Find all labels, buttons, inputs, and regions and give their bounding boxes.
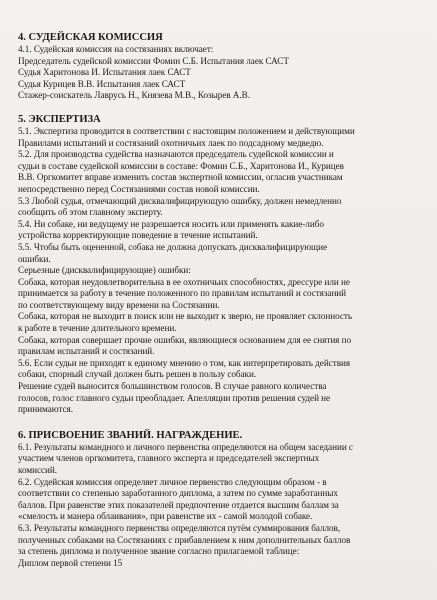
text-line: 5.6. Если судьи не приходят к единому мнению о том, как интерпретировать действия xyxy=(18,357,351,368)
text-line: Серьезные (дисквалифицирующие) ошибки: xyxy=(18,265,191,276)
text-line: Решение судей выносится большинством голосов. В случае равного количества xyxy=(18,381,327,392)
text-line: ошибки. xyxy=(18,253,51,264)
text-line: правилам испытаний и состязаний. xyxy=(18,346,155,357)
text-line: Диплом первой степени 15 xyxy=(18,557,123,568)
text-line: «смелость и манера облаивания», при равенстве их - самой молодой собаке. xyxy=(18,511,313,522)
text-line: Судья Харитонова И. Испытания лаек САСТ xyxy=(18,67,191,78)
text-line: В.В. Оргкомитет вправе изменить состав экспертной комиссии, огласив участникам xyxy=(18,172,343,183)
text-line: участием членов оргкомитета, главного эксперта и председателей экспертных xyxy=(18,453,320,464)
text-line: полученных собаками на Состязаниях с прибавлением к ним дополнительных баллов xyxy=(18,534,351,545)
text-line: Председатель судейской комиссии Фомин С.Б. Испытания лаек САСТ xyxy=(18,55,289,66)
section-5-heading: 5. ЭКСПЕРТИЗА xyxy=(18,113,101,125)
text-line: устройства корректирующие поведение в течение испытаний. xyxy=(18,230,258,241)
text-line: 5.1. Экспертиза проводится в соответствии с настоящим положением и действующими xyxy=(18,125,355,136)
text-line: по соответствующему виду времени на Состязании. xyxy=(18,299,220,310)
text-line: собаки, спорный случай должен быть решен в пользу собаки. xyxy=(18,369,257,380)
text-line: 6.1. Результаты командного и личного первенства определяются на общем заседании с xyxy=(18,441,353,452)
document-body xyxy=(18,32,422,569)
text-line: принимаются. xyxy=(18,404,73,415)
section-4-heading: 4. СУДЕЙСКАЯ КОМИССИЯ xyxy=(18,32,163,43)
section-6-heading: 6. ПРИСВОЕНИЕ ЗВАНИЙ. НАГРАЖДЕНИЕ. xyxy=(18,429,243,441)
text-line: баллов. При равенстве этих показателей предпочтение отдается высшим баллам за xyxy=(18,499,339,510)
text-line: голосов, голос главного судьи преобладает. Апелляции против решения судей не xyxy=(18,392,331,403)
text-line: непосредственно перед Состязаниями состав новой комиссии. xyxy=(18,183,260,194)
section-6-body xyxy=(18,442,422,570)
text-line: 6.2. Судейская комиссия определяет личное первенство следующим образом - в xyxy=(18,476,327,487)
text-line: принимается за работу в течение положенного по правилам испытаний и состязаний xyxy=(18,288,347,299)
text-line: 5.4. Ни собаке, ни ведущему не разрешается носить или применять какие-либо xyxy=(18,218,324,229)
text-line: за степень диплома и полученное звание согласно прилагаемой таблице: xyxy=(18,546,300,557)
text-line: 5.3 Любой судья, отмечающий дисквалифицирующую ошибку, должен немедленно xyxy=(18,195,342,206)
text-line: комиссий. xyxy=(18,465,57,475)
text-line: сообщить об этом главному эксперту. xyxy=(18,207,163,218)
text-line: Судья Курицев В.В. Испытания лаек САСТ xyxy=(18,78,186,89)
section-5-body xyxy=(18,126,422,416)
text-line: 5.5. Чтобы быть оцененной, собака не должна допускать дисквалифицирующие xyxy=(18,241,327,252)
text-line: соответствии со степенью заработанного диплома, а затем по сумме заработанных xyxy=(18,488,338,499)
text-line: 6.3. Результаты командного первенства определяются путём суммирования баллов, xyxy=(18,522,341,533)
text-line: судьи в составе судейской комиссии в составе: Фомин С.Б., Харитонова И., Курицев xyxy=(18,160,344,171)
text-line: Правилами испытаний и состязаний охотничьих лаек по подсадному медведю. xyxy=(18,137,324,148)
text-line: Стажер-соискатель Лаврусь Н., Князева М.В., Козырев А.В. xyxy=(18,90,250,101)
text-line: Собака, которая неудовлетворительна в ее охотничьих способностях, дрессуре или не xyxy=(18,276,350,287)
text-line: к работе в течение длительного времени. xyxy=(18,323,177,334)
text-line: Собака, которая не выходит в поиск или не выходит к зверю, не проявляет склонность xyxy=(18,311,353,322)
text-line: 4.1. Судейская комиссия на состязаниях включает: xyxy=(18,44,214,54)
section-4-body xyxy=(18,44,422,102)
text-line: Собака, которая совершает прочие ошибки, являющиеся основанием для ее снятия по xyxy=(18,334,352,345)
text-line: 5.2. Для производства судейства назначаются председатель судейской комиссии и xyxy=(18,149,334,160)
